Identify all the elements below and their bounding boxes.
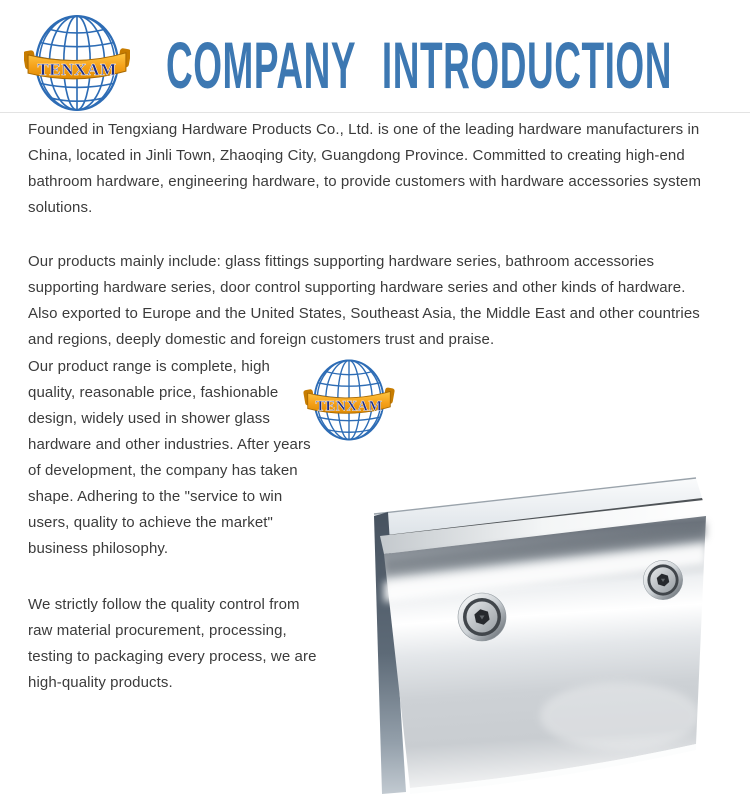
screw-left xyxy=(458,593,506,641)
page-title: COMPANY INTRODUCTION xyxy=(166,28,672,102)
brand-name-text: TENXAM xyxy=(315,398,383,415)
glass-clamp-product-image xyxy=(370,476,750,800)
paragraph-quality-control: We strictly follow the quality control from raw material procurement, processing, testing to packaging every process, we are high-quality products. xyxy=(28,596,317,691)
paragraph-products-overview: Our products mainly include: glass fittings supporting hardware series, bathroom accessories supporting hardware series, door control supporting hardware series and other kinds of hardware. Also exported to Europe and the United States, Southeast Asia, the Middle East and other countries and regions, deeply domestic and foreign customers trust and praise. xyxy=(28,253,700,348)
screw-right xyxy=(643,560,682,599)
tenxam-globe-icon xyxy=(300,357,398,443)
header-divider xyxy=(0,112,750,113)
tenxam-globe-icon xyxy=(24,12,130,114)
tenxam-logo xyxy=(24,12,130,114)
brand-name-text: TENXAM xyxy=(37,60,117,80)
tenxam-logo-inline xyxy=(300,357,398,443)
glass-clamp-illustration xyxy=(370,476,750,800)
paragraph-product-range: Our product range is complete, high quality, reasonable price, fashionable design, widely used in shower glass hardware and other industries. After years of development, the company has taken shape. Adhering to the "service to win users, quality to achieve the market" business philosophy. xyxy=(28,358,311,557)
paragraph-company-founding: Founded in Tengxiang Hardware Products Co., Ltd. is one of the leading hardware manufacturers in China, located in Jinli Town, Zhaoqing City, Guangdong Province. Committed to creating high-end bathroom hardware, engineering hardware, to provide customers with hardware accessories system solutions. xyxy=(28,121,702,216)
